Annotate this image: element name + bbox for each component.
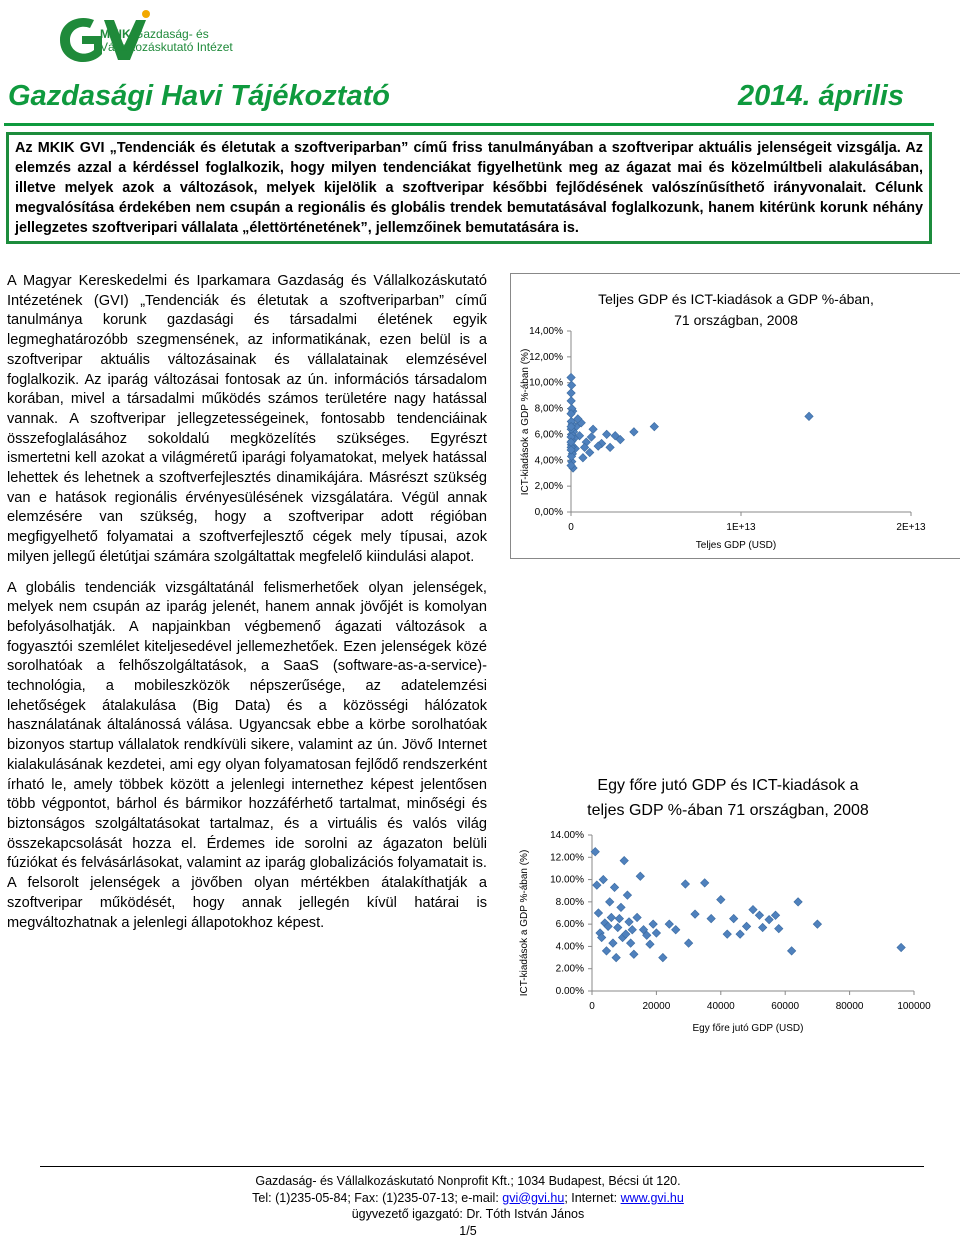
chart2-xtick-label: 100000 (897, 1001, 931, 1012)
chart2-point (636, 872, 644, 880)
chart2-point (707, 914, 715, 922)
chart2-point (787, 947, 795, 955)
chart-gdp-per-capita (510, 765, 960, 1045)
chart2-point (594, 909, 602, 917)
chart2-point (593, 881, 601, 889)
chart1-point (650, 422, 658, 430)
footer (0, 1173, 936, 1239)
footer-email-link[interactable]: gvi@gvi.hu (502, 1191, 564, 1205)
chart1-point (567, 389, 575, 397)
footer-tel-fax: Tel: (1)235-05-84; Fax: (1)235-07-13; e-mail: (252, 1191, 499, 1205)
chart2-title-line1: Egy főre jutó GDP és ICT-kiadások a (597, 777, 858, 794)
intro-summary: Az MKIK GVI „Tendenciák és életutak a szoftveriparban” című friss tanulmányában a szoftveripar aktuális jelenségeit vizsgálja. Az elemzés azzal a kérdéssel foglalkozik, hogy milyen tendenciákat figyelhetünk meg az ágazat mai és közelmúltbeli alakulásában, illetve melyek azok a változások, melyek kijelölik a szoftveripar későbbi fejlődésének valószínűsíthető irányvonalait. Célunk megvalósítása érdekében nem csupán a regionális és globális trendek bemutatásával foglalkozunk, hanem kitérünk korunk néhány jellegzetes szoftveripari vállalata „élettörténetének”, jellemzőinek bemutatására is. (6, 132, 932, 244)
chart2-point (684, 939, 692, 947)
chart2-point (758, 923, 766, 931)
paragraph-2: A globális tendenciák vizsgáltatánál felismerhetőek olyan jelenségek, melyek nem csupán az iparág jelenét, hanem annak jövőjét is komolyan befolyásolhatják. A napjainkban végbemenő ágazati változások a fogyasztói szemlélet kiteljesedével jellemezhetőek. Ezen jelenségek közé sorolhatóak a felhőszolgáltatások, a SaaS (software-as-a-service)-technológia, a mobileszközök népszerűsége, az adatelemzési lehetőségek átalakulása (Big Data) és a közösségi hálózatok használatának általánossá válása. Ugyancsak ebbe a körbe sorolhatóak bizonyos startup vállalatok rendkívüli sikere, valamint az ún. Jövő Internet kialakulásának kezdetei, ami egy olyan folyamatosan fejlődő rendszerként írható le, amely többek között a jelenlegi internethez képest jelentősen több végpontot, bárhol és bármikor hozzáférhető tartalmat, minőségi és biztonságos szolgáltatásokat tartalmaz, és a virtuális és valós világ összekapcsolását hozza el. Érdemes ide sorolni az ágazaton belüli fúziókat és felvásárlásokat, valamint az iparág globalizációs folyamatait is. A felsorolt jelenségek a jövőben olyan mértékben átalakíthatják a szoftveripar működését, hogy annak jellegén kívül határai is megváltozhatnak a jelenlegi állapotokhoz képest. (7, 579, 487, 934)
chart1-point (589, 425, 597, 433)
chart1-point (567, 397, 575, 405)
paragraph-1: A Magyar Kereskedelmi és Iparkamara Gazdaság és Vállalkozáskutató Intézetének (GVI) „Tendenciák és életutak a szoftveriparban” című tanulmánya korunk gazdasági és társadalmi életének egyik legmeghatározóbb szegmensének, az informatikának, ezen belül is a szoftveripar aktuális változásainak és vállalatainak elemzésével foglalkozik. Az iparág változásai fontosak az ún. információs társadalom korában, mivel a társadalmi működés számos területére nagy hatással vannak. A szoftveripar jellegzetességeinek, fontosabb tendenciáinak összefoglalásához sokoldalú megközelítés szükséges. Egyrészt ismertetni kell azokat a világméretű iparági folyamatokat, melyek hatással lehettek és lehetnek a szoftverfejlesztés dinamikájára. Másrészt szükség van e hatások regionális érvényesülésének vizsgálatára. Végül annak elemzésére van szükség, hogy a szoftveripar adott régióban megfigyelhető folyamatai a szoftverfejlesztő cégek mely típusai, azok milyen jellegű életútjai számára szolgáltattak megfelelő kiindulási alapot. (7, 272, 487, 568)
page-number: 1/5 (0, 1223, 936, 1239)
chart2-point (729, 914, 737, 922)
chart2-point (612, 953, 620, 961)
chart-total-gdp (510, 273, 960, 559)
footer-web-link[interactable]: www.gvi.hu (621, 1191, 684, 1205)
chart2-point (615, 914, 623, 922)
chart2-xtick-label: 80000 (836, 1001, 864, 1012)
chart2-point (614, 923, 622, 931)
chart2-point (771, 911, 779, 919)
chart2-xtick-label: 0 (589, 1001, 595, 1012)
chart2-point (749, 905, 757, 913)
chart1-ytick-label: 6,00% (535, 429, 563, 440)
chart1-ytick-label: 0,00% (535, 507, 563, 518)
chart1-xtick-label: 0 (568, 522, 574, 533)
chart2-ylabel: ICT-kiadások a GDP %-ában (%) (519, 850, 530, 997)
chart2-ytick-label: 2.00% (556, 964, 584, 975)
chart1-ytick-label: 14,00% (529, 326, 563, 337)
chart2-point (723, 930, 731, 938)
chart2-xtick-label: 20000 (642, 1001, 670, 1012)
chart1-point (630, 428, 638, 436)
chart1-ytick-label: 8,00% (535, 404, 563, 415)
chart2-title-line2: teljes GDP %-ában 71 országban, 2008 (587, 802, 869, 819)
chart2-point (623, 891, 631, 899)
chart-total-gdp-svg (511, 274, 960, 558)
chart2-xtick-label: 60000 (771, 1001, 799, 1012)
footer-contact (0, 1190, 936, 1207)
chart2-point (672, 926, 680, 934)
chart2-point (625, 918, 633, 926)
header-divider (4, 123, 934, 126)
chart2-ytick-label: 0.00% (556, 986, 584, 997)
chart2-point (742, 922, 750, 930)
logo-mkik: MKIK (100, 27, 131, 41)
logo-line2: Vállalkozáskutató Intézet (100, 41, 233, 54)
chart2-point (599, 875, 607, 883)
chart2-point (897, 943, 905, 951)
chart2-ytick-label: 4.00% (556, 941, 584, 952)
chart1-xlabel: Teljes GDP (USD) (696, 540, 776, 551)
chart2-ytick-label: 6.00% (556, 919, 584, 930)
chart2-point (736, 930, 744, 938)
chart2-point (646, 940, 654, 948)
chart2-ytick-label: 12.00% (550, 852, 584, 863)
chart2-point (602, 947, 610, 955)
chart2-ytick-label: 14.00% (550, 830, 584, 841)
chart1-ytick-label: 4,00% (535, 455, 563, 466)
chart2-point (628, 926, 636, 934)
body-text (7, 272, 487, 944)
chart2-xtick-label: 40000 (707, 1001, 735, 1012)
chart-gdp-per-capita-svg (510, 765, 960, 1045)
issue-date: 2014. április (738, 80, 904, 113)
chart2-point (626, 939, 634, 947)
chart1-title-line2: 71 országban, 2008 (674, 312, 798, 328)
chart1-point (579, 454, 587, 462)
chart2-point (717, 895, 725, 903)
chart1-ytick-label: 10,00% (529, 378, 563, 389)
chart2-point (609, 939, 617, 947)
chart1-ylabel: ICT-kiadások a GDP %-ában (%) (520, 349, 531, 496)
logo-text (100, 28, 233, 54)
chart2-point (606, 898, 614, 906)
chart2-point (617, 903, 625, 911)
footer-director: ügyvezető igazgató: Dr. Tóth István János (0, 1206, 936, 1223)
chart1-title-line1: Teljes GDP és ICT-kiadások a GDP %-ában, (598, 291, 874, 307)
chart2-point (701, 879, 709, 887)
chart1-point (805, 412, 813, 420)
chart1-point (606, 443, 614, 451)
chart1-xtick-label: 2E+13 (896, 522, 926, 533)
chart2-point (813, 920, 821, 928)
chart2-point (633, 913, 641, 921)
chart2-point (610, 883, 618, 891)
chart2-ytick-label: 8.00% (556, 897, 584, 908)
footer-internet-label: ; Internet: (564, 1191, 617, 1205)
chart2-point (652, 929, 660, 937)
page-title: Gazdasági Havi Tájékoztató (8, 80, 390, 113)
chart2-point (659, 953, 667, 961)
chart2-point (691, 910, 699, 918)
chart2-point (794, 898, 802, 906)
chart1-ytick-label: 2,00% (535, 481, 563, 492)
chart2-point (665, 920, 673, 928)
chart2-point (607, 913, 615, 921)
footer-address: Gazdaság- és Vállalkozáskutató Nonprofit Kft.; 1034 Budapest, Bécsi út 120. (0, 1173, 936, 1190)
logo-line1: Gazdaság- és (134, 27, 209, 41)
chart2-point (775, 924, 783, 932)
chart2-point (765, 915, 773, 923)
chart1-xtick-label: 1E+13 (726, 522, 756, 533)
chart2-point (630, 950, 638, 958)
chart2-point (755, 911, 763, 919)
chart1-point (603, 430, 611, 438)
footer-divider (40, 1166, 924, 1167)
chart1-ytick-label: 12,00% (529, 352, 563, 363)
chart1-point (567, 373, 575, 381)
chart2-xlabel: Egy főre jutó GDP (USD) (693, 1023, 804, 1034)
chart2-point (681, 880, 689, 888)
chart2-point (620, 856, 628, 864)
chart2-point (649, 920, 657, 928)
chart2-ytick-label: 10.00% (550, 875, 584, 886)
